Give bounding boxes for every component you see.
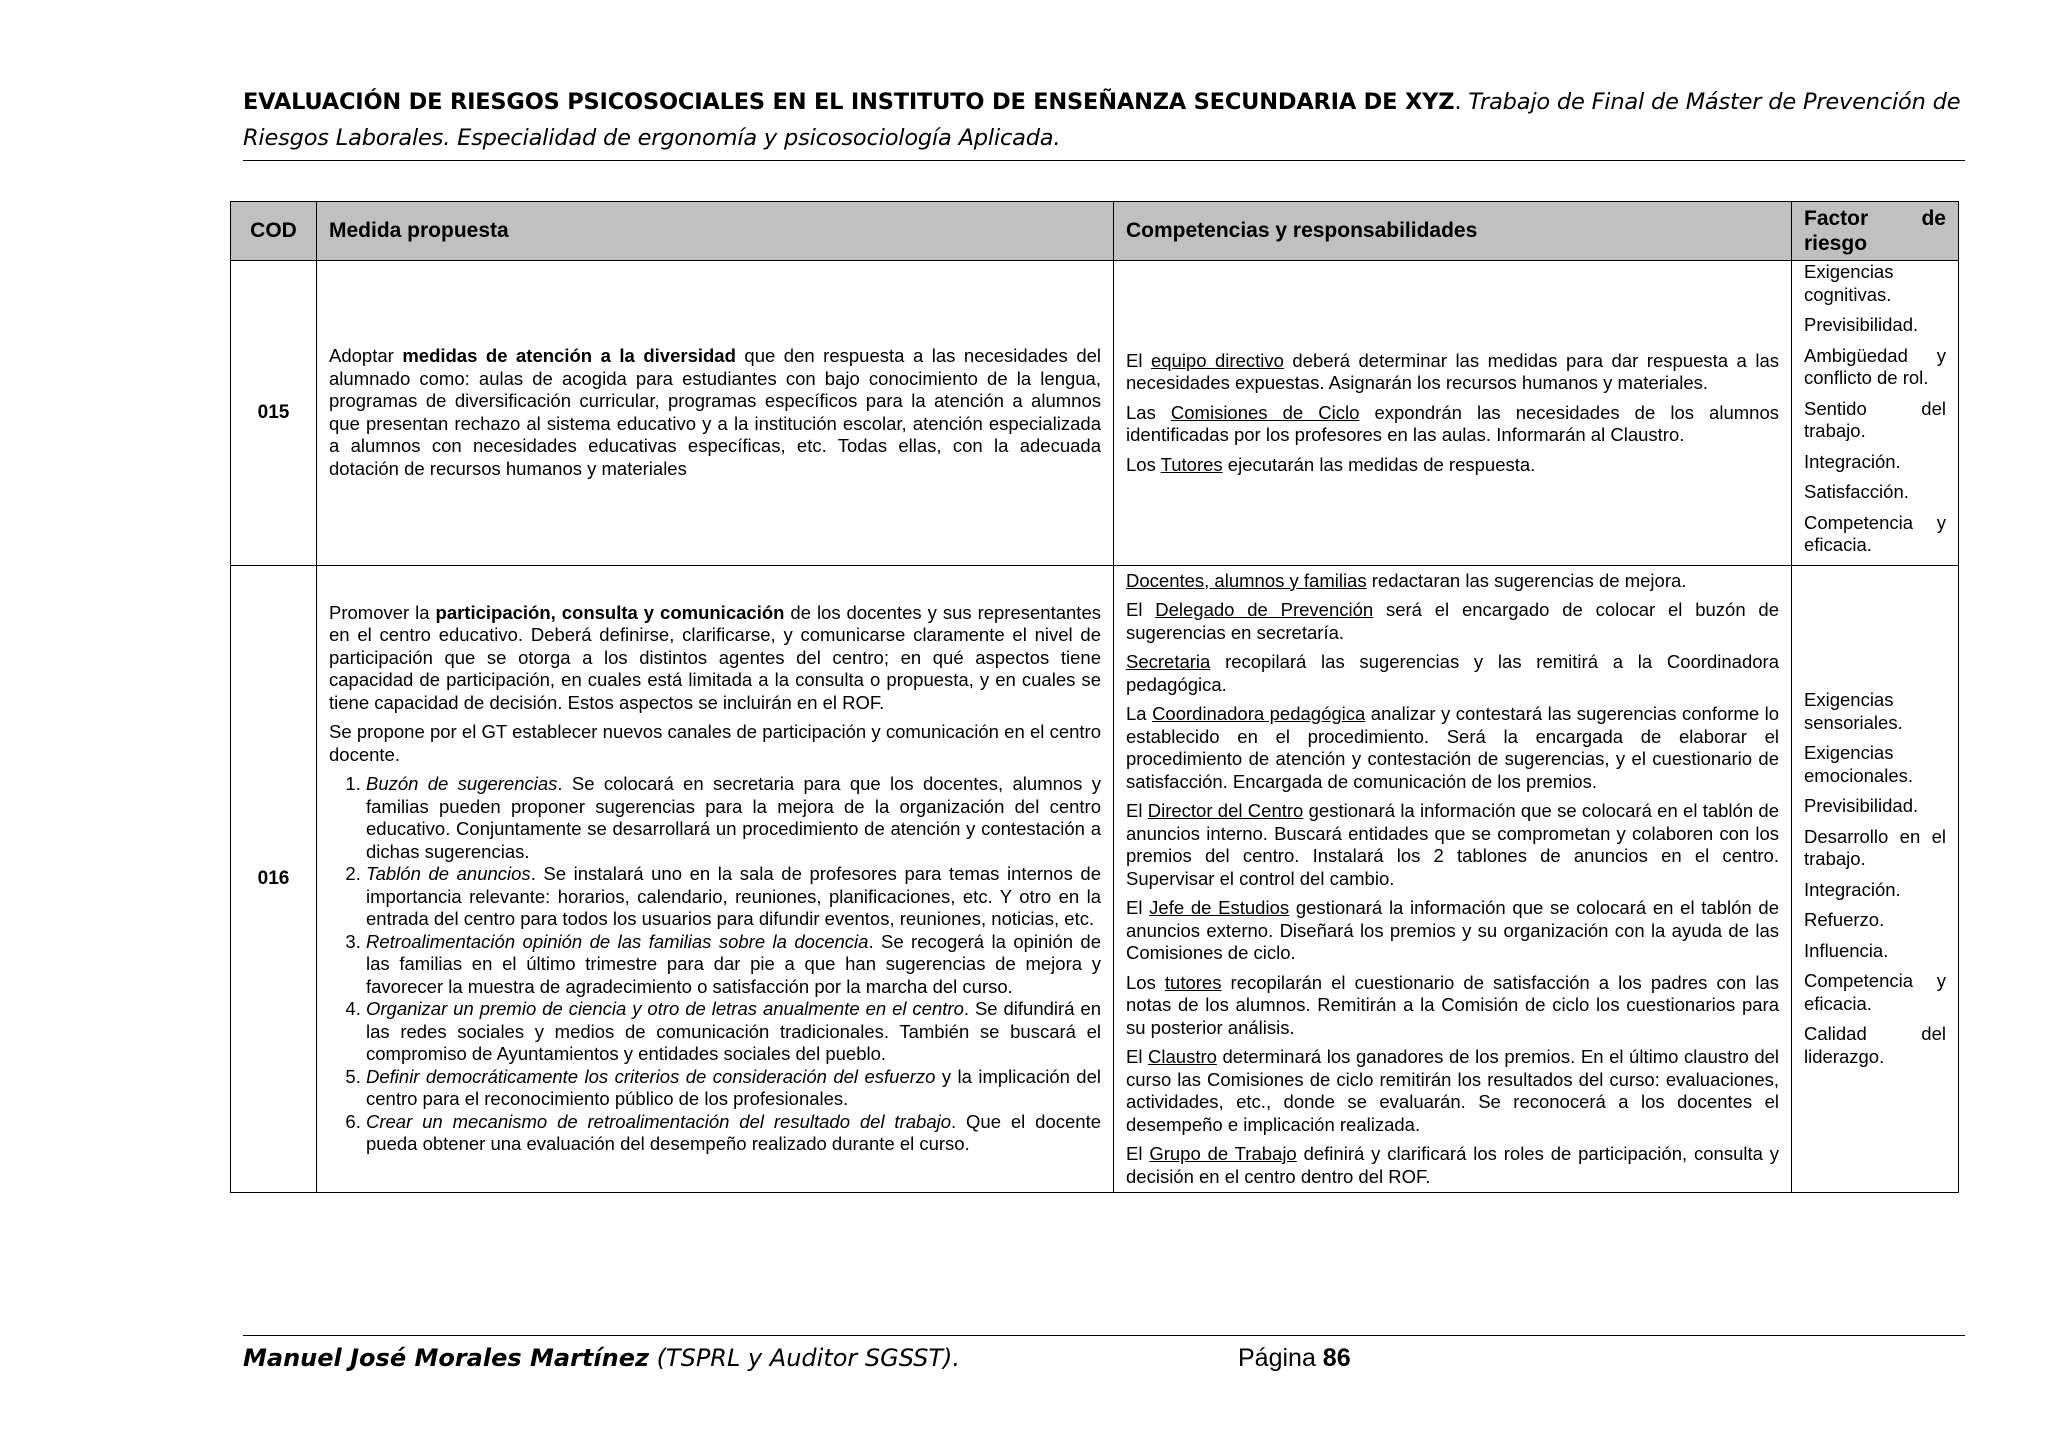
- col-header-competencies: Competencias y responsabilidades: [1114, 202, 1792, 261]
- competency-paragraph: [1126, 1143, 1779, 1188]
- row-cod: 016: [231, 565, 317, 1193]
- col-header-risk-factor: [1792, 202, 1959, 261]
- header-divider: [243, 160, 1965, 161]
- list-item-text: . Que el docente pueda obtener una evaluación del desempeño realizado durante el curso.: [366, 1110, 1102, 1155]
- competency-paragraph: [1126, 350, 1779, 395]
- risk-factor: Sentido del trabajo.: [1804, 397, 1946, 441]
- list-item-text: y la implicación del centro para el reconocimiento público de los profesionales.: [366, 1065, 1101, 1110]
- competency-text: recopilarán el cuestionario de satisfacción a los padres con las notas de los alumnos. Remitirán a la Comisión de ciclo los cuestionarios para su posterior análisis.: [1126, 971, 1780, 1038]
- row-measure: [317, 565, 1114, 1193]
- competency-agent: Jefe de Estudios: [1149, 897, 1290, 918]
- competency-paragraph: [1126, 703, 1779, 793]
- author-name: Manuel José Morales Martínez: [243, 1344, 649, 1372]
- competency-paragraph: [1126, 402, 1779, 447]
- risk-factor: Ambigüedad y conflicto de rol.: [1804, 344, 1946, 388]
- competency-text: El: [1126, 1046, 1149, 1067]
- competency-text: El: [1126, 897, 1150, 918]
- page-number: [1238, 1338, 1351, 1378]
- risk-factor: Previsibilidad.: [1804, 314, 1919, 335]
- risk-factor: Integración.: [1804, 450, 1901, 472]
- competency-text: Las: [1126, 401, 1171, 423]
- risk-factor: Influencia.: [1804, 939, 1889, 961]
- risk-factor: Exigencias cognitivas.: [1804, 261, 1894, 305]
- col-header-risk-factor-word1: Factor: [1804, 207, 1869, 230]
- competency-text: La: [1126, 703, 1153, 724]
- measure-text: Adoptar: [329, 345, 403, 367]
- measure-list: [329, 773, 1101, 1156]
- risk-factor: Previsibilidad.: [1804, 795, 1919, 817]
- col-header-measure: Medida propuesta: [317, 202, 1114, 261]
- list-item: [366, 1066, 1101, 1111]
- competency-text: Los: [1126, 971, 1165, 993]
- list-item: [366, 998, 1101, 1066]
- competency-text: El: [1126, 800, 1148, 821]
- competency-paragraph: [1126, 651, 1779, 696]
- footer-divider: [243, 1335, 1965, 1336]
- competency-text: deberá determinar las medidas para dar respuesta a las necesidades expuestas. Asignarán los recursos humanos y materiales.: [1126, 349, 1779, 393]
- measure-paragraph: [329, 602, 1101, 715]
- measure-highlight: participación, consulta y comunicación: [435, 601, 785, 623]
- competency-agent: tutores: [1164, 971, 1222, 993]
- competency-agent: Claustro: [1148, 1046, 1217, 1067]
- competency-agent: Coordinadora pedagógica: [1152, 703, 1366, 724]
- list-item: [366, 931, 1101, 999]
- competency-paragraph: [1126, 897, 1779, 965]
- competency-text: ejecutarán las medidas de respuesta.: [1222, 453, 1536, 475]
- list-item-title: Retroalimentación opinión de las familias sobre la docencia: [366, 930, 869, 952]
- competency-paragraph: [1126, 972, 1779, 1040]
- competency-text: gestionará la información que se colocará en el tablón de anuncios externo. Diseñará los premios y su organización con la ayuda de las Comisiones de ciclo.: [1126, 897, 1779, 963]
- row-measure: [317, 261, 1114, 566]
- competency-paragraph: [1126, 454, 1779, 477]
- competency-text: definirá y clarificará los roles de participación, consulta y decisión en el centro dentro del ROF.: [1126, 1143, 1780, 1187]
- list-item-title: Definir democráticamente los criterios de consideración del esfuerzo: [366, 1065, 936, 1087]
- footer-author: [243, 1338, 960, 1378]
- list-item-text: . Se recogerá la opinión de las familias en el último trimestre para dar pie a que han sugerencias de mejora y favorecer la muestra de agradecimiento o satisfacción por la marcha del curso.: [366, 930, 1102, 997]
- competency-agent: Director del Centro: [1147, 800, 1304, 821]
- row-cod: 015: [231, 261, 317, 566]
- measure-highlight: medidas de atención a la diversidad: [402, 345, 736, 367]
- competency-agent: equipo directivo: [1150, 349, 1284, 371]
- row-risk-factors: [1792, 565, 1959, 1193]
- competency-text: gestionará la información que se colocará en el tablón de anuncios interno. Buscará entidades que se comprometan y colaboren con los premios del centro. Instalará los 2 tablones de anuncios en el centro. Supervisar el control del cambio.: [1126, 800, 1779, 889]
- risk-factor: Exigencias sensoriales.: [1804, 689, 1903, 733]
- measure-paragraph: Se propone por el GT establecer nuevos canales de participación y comunicación en el centro docente.: [329, 721, 1101, 765]
- measure-text: de los docentes y sus representantes en el centro educativo. Deberá definirse, clarificarse, y comunicarse claramente el nivel de participación que se otorga a los distintos agentes del centro; en qué aspectos tiene capacidad de participación, en cuales está limitada a la consulta o propuesta, y en cuales se tiene capacidad de decisión. Estos aspectos se incluirán en el ROF.: [329, 601, 1101, 713]
- measure-text: Promover la: [329, 601, 436, 623]
- risk-factor: Competencia y eficacia.: [1804, 970, 1946, 1014]
- competency-agent: Tutores: [1160, 453, 1223, 475]
- row-risk-factors: [1792, 261, 1959, 566]
- risk-factor: Refuerzo.: [1804, 909, 1885, 931]
- competency-text: será el encargado de colocar el buzón de sugerencias en secretaría.: [1126, 599, 1779, 643]
- competency-agent: Grupo de Trabajo: [1149, 1143, 1297, 1164]
- list-item-title: Tablón de anuncios: [366, 863, 531, 885]
- header-separator: .: [1454, 89, 1469, 115]
- list-item: [366, 773, 1101, 863]
- measure-paragraph: [329, 345, 1101, 480]
- col-header-risk-factor-word3: riesgo: [1804, 232, 1868, 255]
- list-item-text: . Se difundirá en las redes sociales y medios de comunicación tradicionales. También se buscará el compromiso de Ayuntamientos y entidades sociales del pueblo.: [366, 998, 1101, 1065]
- competency-paragraph: [1126, 599, 1779, 644]
- competency-text: Los: [1126, 453, 1161, 475]
- list-item-text: . Se instalará uno en la sala de profesores para temas internos de importancia relevante: horarios, calendario, reuniones, planificaciones, etc. Y otro en la entrada del centro para todos los usuarios para difundir eventos, reuniones, noticias, etc.: [366, 863, 1102, 930]
- list-item-title: Organizar un premio de ciencia y otro de letras anualmente en el centro: [366, 998, 964, 1020]
- competency-paragraph: [1126, 570, 1779, 593]
- competency-paragraph: [1126, 800, 1779, 890]
- row-competencies: [1114, 261, 1792, 566]
- list-item-title: Crear un mecanismo de retroalimentación del resultado del trabajo: [366, 1110, 952, 1132]
- competency-text: expondrán las necesidades de los alumnos identificadas por los profesores en las aulas. Informarán al Claustro.: [1126, 401, 1779, 445]
- competency-text: El: [1126, 599, 1156, 620]
- row-competencies: [1114, 565, 1792, 1193]
- competency-agent: Secretaria: [1126, 651, 1211, 672]
- risk-factor: Calidad del liderazgo.: [1804, 1023, 1946, 1067]
- author-role: (TSPRL y Auditor SGSST).: [648, 1344, 961, 1372]
- risk-factor: Exigencias emocionales.: [1804, 742, 1914, 786]
- header-subtitle: Trabajo de Final de Máster de Prevención de Riesgos Laborales. Especialidad de ergonomía y psicosociología Aplicada.: [243, 89, 1961, 151]
- competency-text: El: [1126, 1143, 1150, 1164]
- competency-text: recopilará las sugerencias y las remitirá a la Coordinadora pedagógica.: [1126, 651, 1779, 695]
- table-header-row: [231, 202, 1959, 261]
- competency-agent: Docentes, alumnos y familias: [1126, 569, 1367, 591]
- list-item: [366, 863, 1101, 931]
- measure-text: que den respuesta a las necesidades del alumnado como: aulas de acogida para estudiantes con bajo conocimiento de la lengua, programas de diversificación curricular, programas específicos para la atención a alumnos que presentan rechazo al sistema educativo y a la institución escolar, atención especializada a alumnos con necesidades educativas específicas, etc. Todas ellas, con la adecuada dotación de recursos humanos y materiales: [329, 345, 1102, 479]
- competency-paragraph: [1126, 1046, 1779, 1136]
- page-number-value: 86: [1322, 1344, 1351, 1372]
- risk-factor: Desarrollo en el trabajo.: [1804, 825, 1946, 870]
- competency-text: analizar y contestará las sugerencias conforme lo establecido en el procedimiento. Será la encargada de elaborar el procedimiento de atención y contestación de sugerencias, y el cuestionario de satisfacción. Encargada de comunicación de los premios.: [1126, 703, 1779, 792]
- competency-text: determinará los ganadores de los premios. En el último claustro del curso las Comisiones de ciclo remitirán los resultados del curso: evaluaciones, actividades, etc., donde se evaluarán. Se reconocerá a los docentes el desempeño e implicación realizada.: [1126, 1046, 1780, 1135]
- table-row: [231, 261, 1959, 566]
- competency-text: redactaran las sugerencias de mejora.: [1366, 569, 1687, 591]
- list-item-text: . Se colocará en secretaria para que los docentes, alumnos y familias pueden proponer sugerencias para la mejora de la organización del centro educativo. Conjuntamente se desarrollará un procedimiento de atención y contestación a dichas sugerencias.: [366, 773, 1101, 862]
- measures-table: [230, 201, 1959, 1193]
- page-header: [243, 84, 1965, 156]
- table-row: [231, 565, 1959, 1193]
- risk-factor: Competencia y eficacia.: [1804, 511, 1946, 555]
- competency-text: El: [1126, 349, 1151, 371]
- risk-factor: Satisfacción.: [1804, 481, 1909, 502]
- competency-agent: Delegado de Prevención: [1155, 599, 1374, 620]
- risk-factor: Integración.: [1804, 878, 1901, 900]
- page-label: Página: [1238, 1344, 1323, 1372]
- competency-agent: Comisiones de Ciclo: [1170, 401, 1360, 423]
- header-title: EVALUACIÓN DE RIESGOS PSICOSOCIALES EN EL INSTITUTO DE ENSEÑANZA SECUNDARIA DE XYZ: [243, 89, 1455, 115]
- list-item: [366, 1111, 1101, 1156]
- col-header-cod: COD: [231, 202, 317, 261]
- col-header-risk-factor-word2: de: [1921, 207, 1946, 230]
- list-item-title: Buzón de sugerencias: [366, 773, 558, 795]
